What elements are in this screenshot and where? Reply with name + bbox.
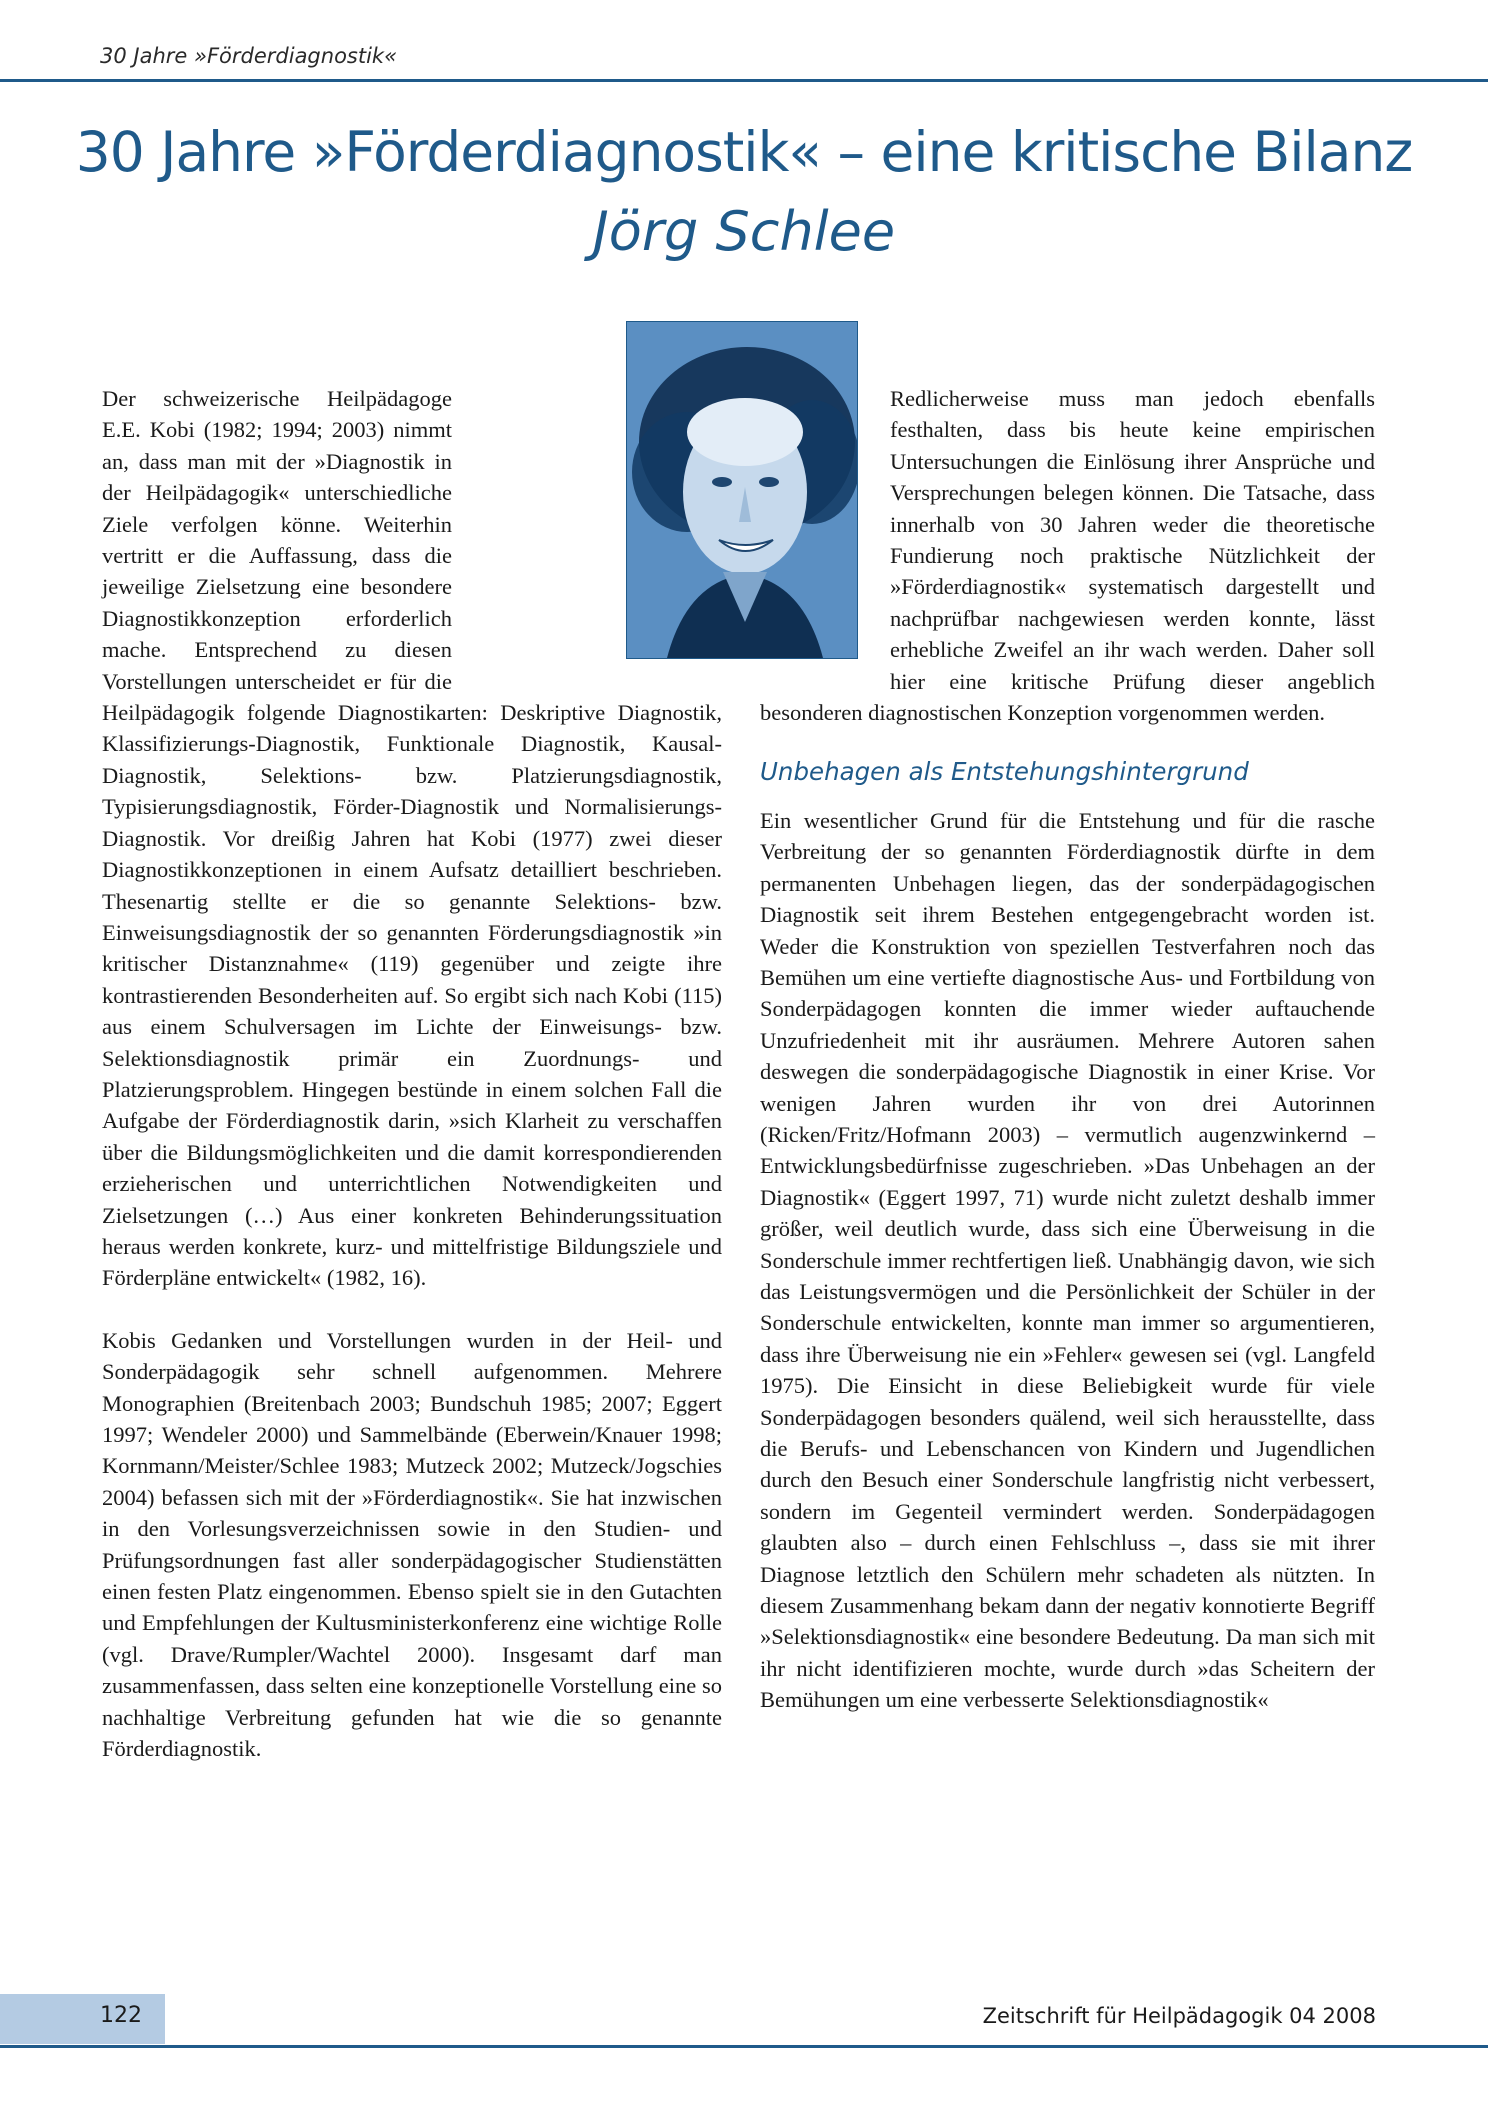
- left-paragraph-2: Kobis Gedanken und Vorstellungen wurden in der Heil- und Sonderpädagogik sehr schnell aufgenommen. Mehrere Monographien (Breitenbach 2003; Bundschuh 1985; 2007; Eggert 1997; Wendeler 2000) und Sammelbände (Eberwein/Knauer 1998; Kornmann/Meister/Schlee 1983; Mutzeck 2002; Mutzeck/Jogschies 2004) befassen sich mit der »Förderdiagnostik«. Sie hat inzwischen in den Vorlesungsverzeichnissen sowie in den Studien- und Prüfungsordnungen fast aller sonderpädagogischer Studienstätten einen festen Platz eingenommen. Ebenso spielt sie in den Gutachten und Empfehlungen der Kultusministerkonferenz eine wichtige Rolle (vgl. Drave/Rumpler/Wachtel 2000). Insgesamt darf man zusammenfassen, dass selten eine konzeptionelle Vorstellung eine so nachhaltige Verbreitung gefunden hat wie die so genannte Förderdiagnostik.: [102, 1327, 722, 1762]
- running-head: 30 Jahre »Förderdiagnostik«: [100, 44, 398, 68]
- article-author: Jörg Schlee: [592, 200, 896, 263]
- journal-citation: Zeitschrift für Heilpädagogik 04 2008: [982, 2004, 1376, 2028]
- left-paragraph-1: Der schweizerische Heilpädagoge E.E. Kobi (1982; 1994; 2003) nimmt an, dass man mit der »Diagnostik in der Heilpädagogik« unterschiedliche Ziele verfolgen könne. Weiterhin vertritt er die Auffassung, dass die jeweilige Zielsetzung eine besondere Diagnostikkonzeption erforderlich mache. Entsprechend zu diesen Vorstellungen unterscheidet er für die Heilpädagogik folgende Diagnostikarten: Deskriptive Diagnostik, Klassifizierungs-Diagnostik, Funktionale Diagnostik, Kausal-Diagnostik, Selektions- bzw. Platzierungsdiagnostik, Typisierungsdiagnostik, Förder-Diagnostik und Normalisierungs-Diagnostik. Vor dreißig Jahren hat Kobi (1977) zwei dieser Diagnostikkonzeptionen in einem Aufsatz detailliert beschrieben. Thesenartig stellte er die so genannte Selektions- bzw. Einweisungsdiagnostik der so genannten Förderungsdiagnostik »in kritischer Distanznahme« (119) gegenüber und zeigte ihre kontrastierenden Besonderheiten auf. So ergibt sich nach Kobi (115) aus einem Schulversagen im Lichte der Einweisungs- bzw. Selektionsdiagnostik primär ein Zuordnungs- und Platzierungsproblem. Hingegen bestünde in einem solchen Fall die Aufgabe der Förderdiagnostik darin, »sich Klarheit zu verschaffen über die Bildungsmöglichkeiten und die damit korrespondierenden erzieherischen und unterrichtlichen Notwendigkeiten und Zielsetzungen (…) Aus einer konkreten Behinderungssituation heraus werden konkrete, kurz- und mittelfristige Bildungsziele und Förderpläne entwickelt« (1982, 16).: [102, 386, 722, 1291]
- header-rule: [0, 79, 1488, 82]
- left-column: [102, 383, 722, 1764]
- right-paragraph-1: Redlicherweise muss man jedoch ebenfalls festhalten, dass bis heute keine empirischen Untersuchungen die Einlösung ihrer Ansprüche und Versprechungen belegen können. Die Tatsache, dass innerhalb von 30 Jahren weder die theoretische Fundierung noch praktische Nützlichkeit der »Förderdiagnostik« systematisch dargestellt und nachprüfbar nachgewiesen werden konnte, lässt erhebliche Zweifel an ihr wach werden. Daher soll hier eine kritische Prüfung dieser angeblich besonderen diagnostischen Konzeption vorgenommen werden.: [760, 386, 1375, 726]
- article-title: 30 Jahre »Förderdiagnostik« – eine kritische Bilanz: [75, 120, 1413, 184]
- page-number: 122: [100, 2003, 142, 2028]
- right-paragraph-2: Ein wesentlicher Grund für die Entstehung und für die rasche Verbreitung der so genannten Förderdiagnostik dürfte in dem permanenten Unbehagen liegen, das der sonderpädagogischen Diagnostik seit ihrem Bestehen entgegengebracht worden ist. Weder die Konstruktion von speziellen Testverfahren noch das Bemühen um eine vertiefte diagnostische Aus- und Fortbildung von Sonderpädagogen konnten die immer wieder auftauchende Unzufriedenheit mit ihr ausräumen. Mehrere Autoren sahen deswegen die sonderpädagogische Diagnostik in einer Krise. Vor wenigen Jahren wurden ihr von drei Autorinnen (Ricken/Fritz/Hofmann 2003) – vermutlich augenzwinkernd – Entwicklungsbedürfnisse zugeschrieben. »Das Unbehagen an der Diagnostik« (Eggert 1997, 71) wurde nicht zuletzt deshalb immer größer, weil deutlich wurde, dass sich eine Überweisung in die Sonderschule immer rechtfertigen ließ. Unabhängig davon, wie sich das Leistungsvermögen und die Persönlichkeit der Schüler in der Sonderschule entwickelten, konnte man immer so argumentieren, dass ihre Überweisung nie ein »Fehler« gewesen sei (vgl. Langfeld 1975). Die Einsicht in diese Beliebigkeit wurde für viele Sonderpädagogen besonders quälend, weil sich herausstellte, dass die Berufs- und Lebenschancen von Kindern und Jugendlichen durch den Besuch einer Sonderschule langfristig nicht verbessert, sondern im Gegenteil vermindert werden. Sonderpädagogen glaubten also – durch einen Fehlschluss –, dass sie mit ihrer Diagnose letztlich den Schülern mehr schadeten als nützten. In diesem Zusammenhang bekam dann der negativ konnotierte Begriff »Selektionsdiagnostik« eine besondere Bedeutung. Da man sich mit ihr nicht identifizieren mochte, wurde durch »das Scheitern der Bemühungen um eine verbesserte Selektionsdiagnostik«: [760, 807, 1375, 1713]
- right-column: [760, 383, 1375, 1716]
- section-heading: Unbehagen als Entstehungshintergrund: [760, 757, 1249, 787]
- footer-rule: [0, 2045, 1488, 2048]
